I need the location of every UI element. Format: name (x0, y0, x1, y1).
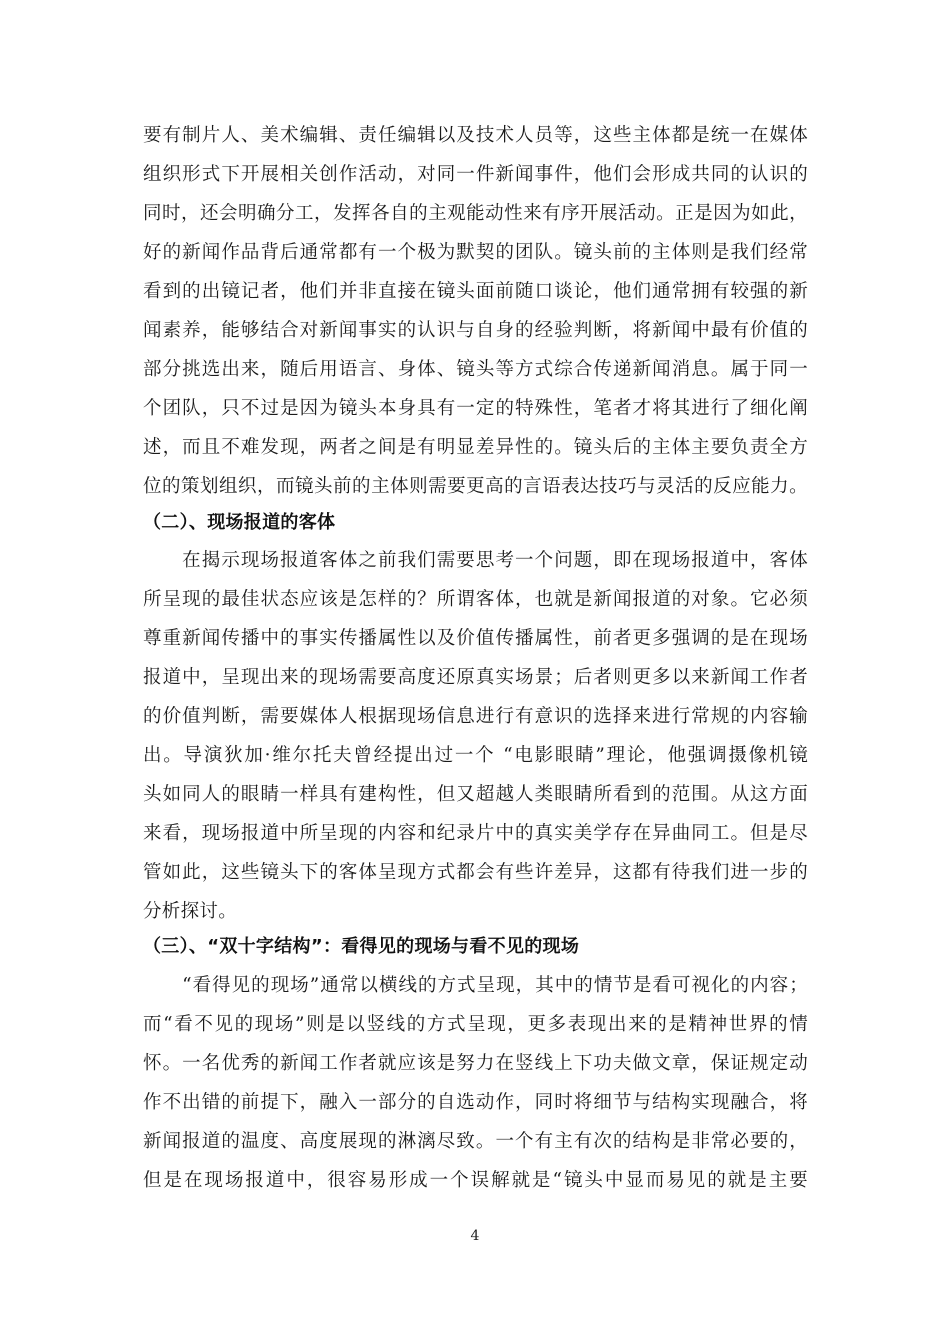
body-text-line: 同时，还会明确分工，发挥各自的主观能动性来有序开展活动。正是因为如此， (143, 203, 808, 224)
body-text-line: 组织形式下开展相关创作活动，对同一件新闻事件，他们会形成共同的认识的 (143, 164, 808, 185)
body-text-line: 位的策划组织，而镜头前的主体则需要更高的言语表达技巧与灵活的反应能力。 (143, 476, 808, 497)
body-text-line: 述，而且不难发现，两者之间是有明显差异性的。镜头后的主体主要负责全方 (143, 437, 808, 458)
body-text-line: 新闻报道的温度、高度展现的淋漓尽致。一个有主有次的结构是非常必要的， (143, 1131, 808, 1152)
body-text-line: 作不出错的前提下，融入一部分的自选动作，同时将细节与结构实现融合，将 (143, 1092, 808, 1113)
body-text-line: 但是在现场报道中，很容易形成一个误解就是“镜头中显而易见的就是主要 (143, 1170, 808, 1191)
section-heading: （二）、现场报道的客体 (143, 512, 336, 533)
body-text-line: “看得见的现场”通常以横线的方式呈现，其中的情节是看可视化的内容； (143, 975, 808, 996)
page-number: 4 (470, 1228, 480, 1244)
body-text-line: 部分挑选出来，随后用语言、身体、镜头等方式综合传递新闻消息。属于同一 (143, 359, 808, 380)
body-text-line: 而“看不见的现场”则是以竖线的方式呈现，更多表现出来的是精神世界的情 (143, 1014, 808, 1035)
body-text-line: 分析探讨。 (143, 901, 238, 922)
body-text-line: 怀。一名优秀的新闻工作者就应该是努力在竖线上下功夫做文章，保证规定动 (143, 1053, 808, 1074)
body-text-line: 好的新闻作品背后通常都有一个极为默契的团队。镜头前的主体则是我们经常 (143, 242, 808, 263)
body-text-line: 管如此，这些镜头下的客体呈现方式都会有些许差异，这都有待我们进一步的 (143, 862, 808, 883)
body-text-line: 要有制片人、美术编辑、责任编辑以及技术人员等，这些主体都是统一在媒体 (143, 125, 808, 146)
body-text-line: 头如同人的眼睛一样具有建构性，但又超越人类眼睛所看到的范围。从这方面 (143, 784, 808, 805)
body-text-line: 个团队，只不过是因为镜头本身具有一定的特殊性，笔者才将其进行了细化阐 (143, 398, 808, 419)
body-text-line: 出。导演狄加·维尔托夫曾经提出过一个 “电影眼睛”理论，他强调摄像机镜 (143, 745, 808, 766)
body-text-line: 在揭示现场报道客体之前我们需要思考一个问题，即在现场报道中，客体 (143, 550, 808, 571)
body-text-line: 看到的出镜记者，他们并非直接在镜头面前随口谈论，他们通常拥有较强的新 (143, 281, 808, 302)
body-text-line: 来看，现场报道中所呈现的内容和纪录片中的真实美学存在异曲同工。但是尽 (143, 823, 808, 844)
body-text-line: 闻素养，能够结合对新闻事实的认识与自身的经验判断，将新闻中最有价值的 (143, 320, 808, 341)
body-text-line: 报道中，呈现出来的现场需要高度还原真实场景；后者则更多以来新闻工作者 (143, 667, 808, 688)
body-text-line: 所呈现的最佳状态应该是怎样的？所谓客体，也就是新闻报道的对象。它必须 (143, 589, 808, 610)
section-heading: （三）、“双十字结构”：看得见的现场与看不见的现场 (143, 936, 580, 957)
body-text-line: 的价值判断，需要媒体人根据现场信息进行有意识的选择来进行常规的内容输 (143, 706, 808, 727)
body-text-line: 尊重新闻传播中的事实传播属性以及价值传播属性，前者更多强调的是在现场 (143, 628, 808, 649)
